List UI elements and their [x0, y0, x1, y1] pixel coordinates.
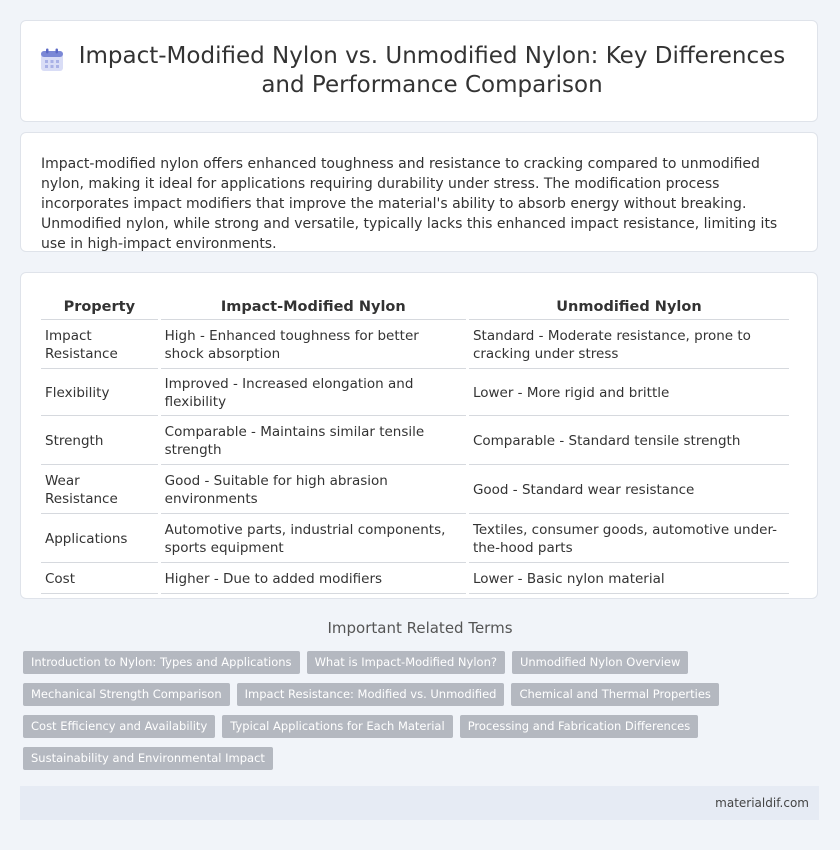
- comparison-table: [38, 295, 792, 594]
- row-unmodified-value: Good - Standard wear resistance: [469, 465, 789, 514]
- table-row: [41, 369, 789, 416]
- related-term-tag[interactable]: Sustainability and Environmental Impact: [23, 747, 273, 770]
- header-card: [20, 20, 818, 122]
- row-unmodified-value: Textiles, consumer goods, automotive under-the-hood parts: [469, 514, 789, 563]
- intro-paragraph: Impact-modified nylon offers enhanced toughness and resistance to cracking compared to unmodified nylon, making it ideal for applications requiring durability under stress. The modification process incorporates impact modifiers that improve the material's ability to absorb energy without breaking. Unmodified nylon, while strong and versatile, typically lacks this enhanced impact resistance, limiting its use in high-impact environments.: [41, 156, 778, 252]
- page-title: Impact-Modified Nylon vs. Unmodified Nylon: Key Differences and Performance Comparison: [78, 43, 786, 98]
- row-property: Wear Resistance: [41, 465, 158, 514]
- table-row: [41, 465, 789, 514]
- row-property: Strength: [41, 416, 158, 465]
- footer-site-link[interactable]: materialdif.com: [715, 796, 809, 810]
- header-unmodified: Unmodified Nylon: [469, 295, 789, 320]
- row-impact-modified-value: High - Enhanced toughness for better shock absorption: [161, 320, 466, 369]
- related-term-tag[interactable]: Cost Efficiency and Availability: [23, 715, 215, 738]
- related-term-tag[interactable]: Typical Applications for Each Material: [222, 715, 452, 738]
- footer: [20, 786, 819, 820]
- intro-card: [20, 132, 818, 252]
- row-property: Flexibility: [41, 369, 158, 416]
- row-unmodified-value: Comparable - Standard tensile strength: [469, 416, 789, 465]
- related-term-tag[interactable]: Introduction to Nylon: Types and Applications: [23, 651, 300, 674]
- row-impact-modified-value: Higher - Due to added modifiers: [161, 563, 466, 594]
- row-unmodified-value: Lower - More rigid and brittle: [469, 369, 789, 416]
- table-header-row: [41, 295, 789, 320]
- related-term-tag[interactable]: Impact Resistance: Modified vs. Unmodified: [237, 683, 505, 706]
- row-unmodified-value: Standard - Moderate resistance, prone to cracking under stress: [469, 320, 789, 369]
- row-property: Impact Resistance: [41, 320, 158, 369]
- related-term-tag[interactable]: Processing and Fabrication Differences: [460, 715, 699, 738]
- related-terms-heading: Important Related Terms: [327, 619, 513, 637]
- table-row: [41, 320, 789, 369]
- row-impact-modified-value: Good - Suitable for high abrasion environments: [161, 465, 466, 514]
- table-row: [41, 416, 789, 465]
- header-property: Property: [41, 295, 158, 320]
- related-term-tag[interactable]: What is Impact-Modified Nylon?: [307, 651, 505, 674]
- calendar-icon: [39, 47, 65, 73]
- row-impact-modified-value: Improved - Increased elongation and flexibility: [161, 369, 466, 416]
- table-row: [41, 563, 789, 594]
- related-term-tag[interactable]: Chemical and Thermal Properties: [511, 683, 718, 706]
- related-term-tag[interactable]: Mechanical Strength Comparison: [23, 683, 230, 706]
- header-impact-modified: Impact-Modified Nylon: [161, 295, 466, 320]
- row-property: Applications: [41, 514, 158, 563]
- row-unmodified-value: Lower - Basic nylon material: [469, 563, 789, 594]
- table-row: [41, 514, 789, 563]
- row-property: Cost: [41, 563, 158, 594]
- related-terms-list: [23, 651, 823, 770]
- comparison-card: [20, 272, 818, 599]
- related-term-tag[interactable]: Unmodified Nylon Overview: [512, 651, 688, 674]
- row-impact-modified-value: Automotive parts, industrial components, sports equipment: [161, 514, 466, 563]
- row-impact-modified-value: Comparable - Maintains similar tensile strength: [161, 416, 466, 465]
